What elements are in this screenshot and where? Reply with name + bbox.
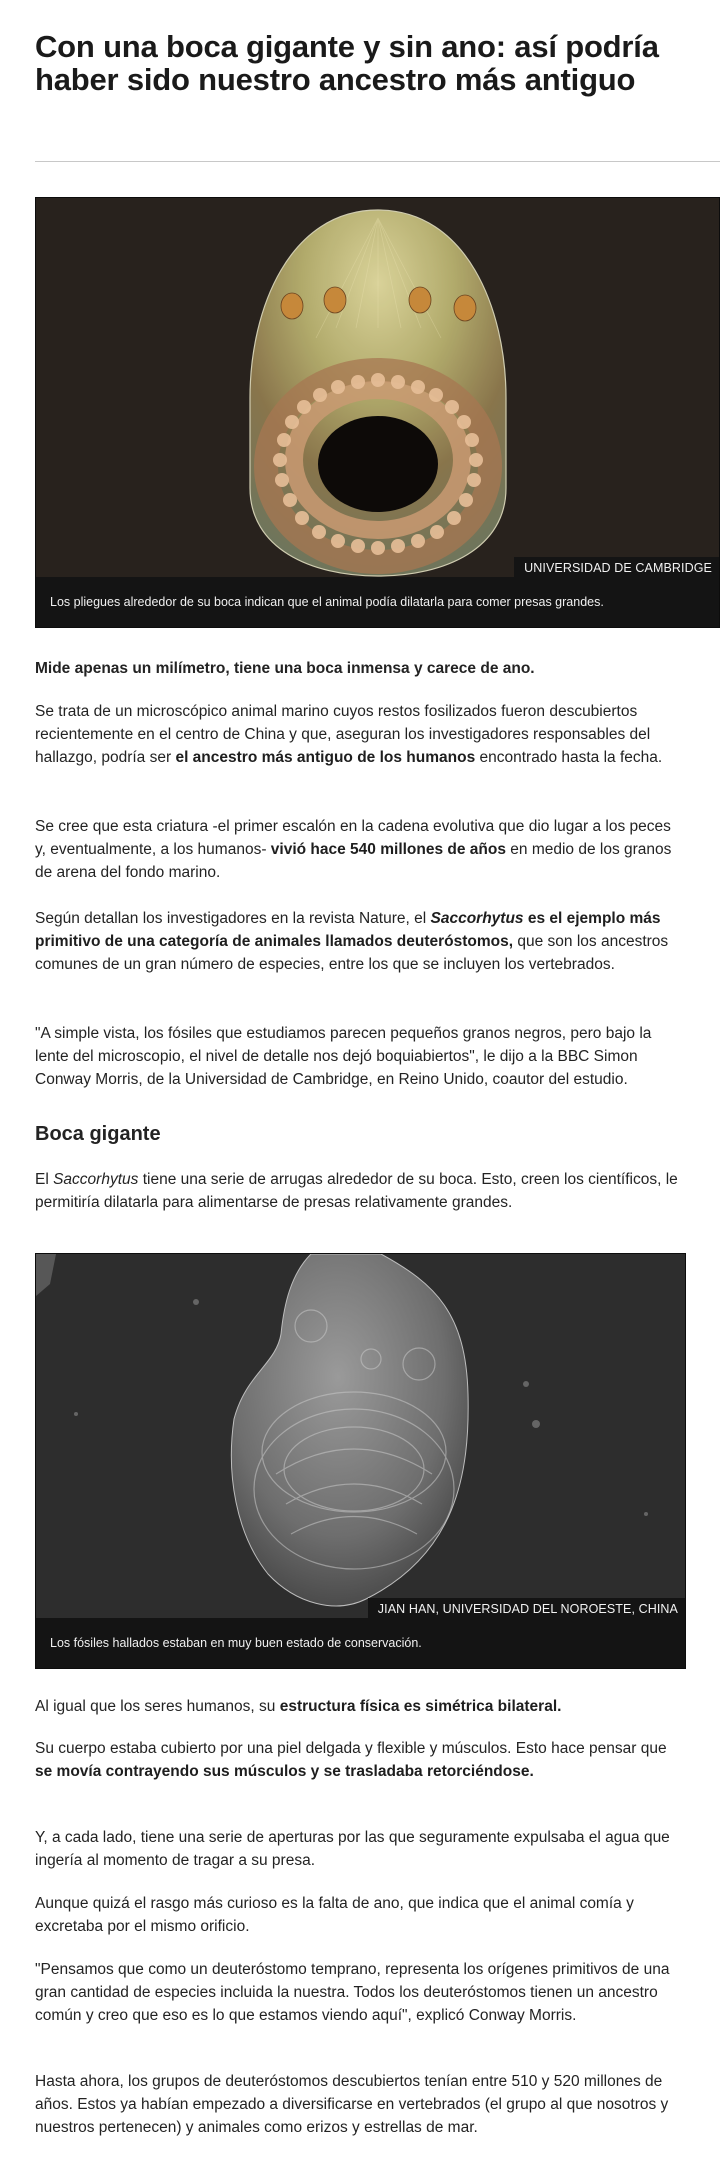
- paragraph: Y, a cada lado, tiene una serie de aperturas por las que seguramente expulsaba el agua que ingería al momento de tragar a su presa.: [35, 1829, 670, 1869]
- species-name: Saccorhytus: [53, 1171, 139, 1188]
- emphasis: es el ejemplo más primitivo de una categoría de animales llamados deuteróstomos,: [35, 910, 661, 950]
- species-name: Saccorhytus: [430, 910, 524, 927]
- title-divider: [35, 161, 720, 162]
- emphasis: estructura física es simétrica bilateral.: [279, 1698, 562, 1715]
- image-credit: JIAN HAN, UNIVERSIDAD DEL NOROESTE, CHINA: [368, 1598, 685, 1620]
- section-heading: Boca gigante: [35, 1123, 161, 1145]
- fossil-micrograph-image: [36, 1254, 685, 1620]
- paragraph: Según detallan los investigadores en la revista Nature, el Saccorhytus es el ejemplo más primitivo de una categoría de animales llamados deuteróstomos, que son los ancestros comunes de un gran número de especies, entre los que se incluyen los vertebrados.: [35, 910, 669, 973]
- paragraph: Se cree que esta criatura -el primer escalón en la cadena evolutiva que dio lugar a los peces y, eventualmente, a los humanos- vivió hace 540 millones de años en medio de los granos de arena del fondo marino.: [35, 818, 672, 881]
- paragraph: Al igual que los seres humanos, su estructura física es simétrica bilateral.: [35, 1698, 562, 1715]
- saccorhytus-illustration-image: [36, 198, 719, 579]
- article-title: Con una boca gigante y sin ano: así podría haber sido nuestro ancestro más antiguo: [35, 29, 659, 97]
- lead-paragraph: Mide apenas un milímetro, tiene una boca inmensa y carece de ano.: [35, 660, 535, 677]
- quote-paragraph: "A simple vista, los fósiles que estudiamos parecen pequeños granos negros, pero bajo la lente del microscopio, el nivel de detalle nos dejó boquiabiertos", le dijo a la BBC Simon Conway Morris, de la Universidad de Cambridge, en Reino Unido, coautor del estudio.: [35, 1025, 652, 1088]
- image-caption: Los pliegues alrededor de su boca indican que el animal podía dilatarla para comer presas grandes.: [36, 577, 719, 627]
- image-caption: Los fósiles hallados estaban en muy buen estado de conservación.: [36, 1618, 685, 1668]
- quote-paragraph: "Pensamos que como un deuteróstomo temprano, representa los orígenes primitivos de una gran cantidad de especies incluida la nuestra. Todos los deuteróstomos tienen un ancestro común y creo que eso es lo que estamos viendo aquí", explicó Conway Morris.: [35, 1961, 670, 2024]
- paragraph: Aunque quizá el rasgo más curioso es la falta de ano, que indica que el animal comía y excretaba por el mismo orificio.: [35, 1895, 634, 1935]
- paragraph: Hasta ahora, los grupos de deuteróstomos descubiertos tenían entre 510 y 520 millones de años. Estos ya habían empezado a diversificarse en vertebrados (el grupo al que nosotros y nuestros pertenecen) y animales como erizos y estrellas de mar.: [35, 2073, 669, 2136]
- paragraph: Se trata de un microscópico animal marino cuyos restos fosilizados fueron descubiertos recientemente en el centro de China y que, aseguran los investigadores responsables del hallazgo, podría ser el ancestro más antiguo de los humanos encontrado hasta la fecha.: [35, 703, 663, 766]
- emphasis: se movía contrayendo sus músculos y se trasladaba retorciéndose.: [35, 1763, 534, 1780]
- figure-illustration: [35, 197, 720, 628]
- paragraph: El Saccorhytus tiene una serie de arrugas alrededor de su boca. Esto, creen los científicos, le permitiría dilatarla para alimentarse de presas relativamente grandes.: [35, 1171, 678, 1211]
- paragraph: Su cuerpo estaba cubierto por una piel delgada y flexible y músculos. Esto hace pensar que se movía contrayendo sus músculos y se trasladaba retorciéndose.: [35, 1740, 667, 1780]
- emphasis: vivió hace 540 millones de años: [270, 841, 506, 858]
- image-credit: UNIVERSIDAD DE CAMBRIDGE: [514, 557, 719, 579]
- emphasis: el ancestro más antiguo de los humanos: [175, 749, 476, 766]
- figure-fossil-photo: [35, 1253, 686, 1669]
